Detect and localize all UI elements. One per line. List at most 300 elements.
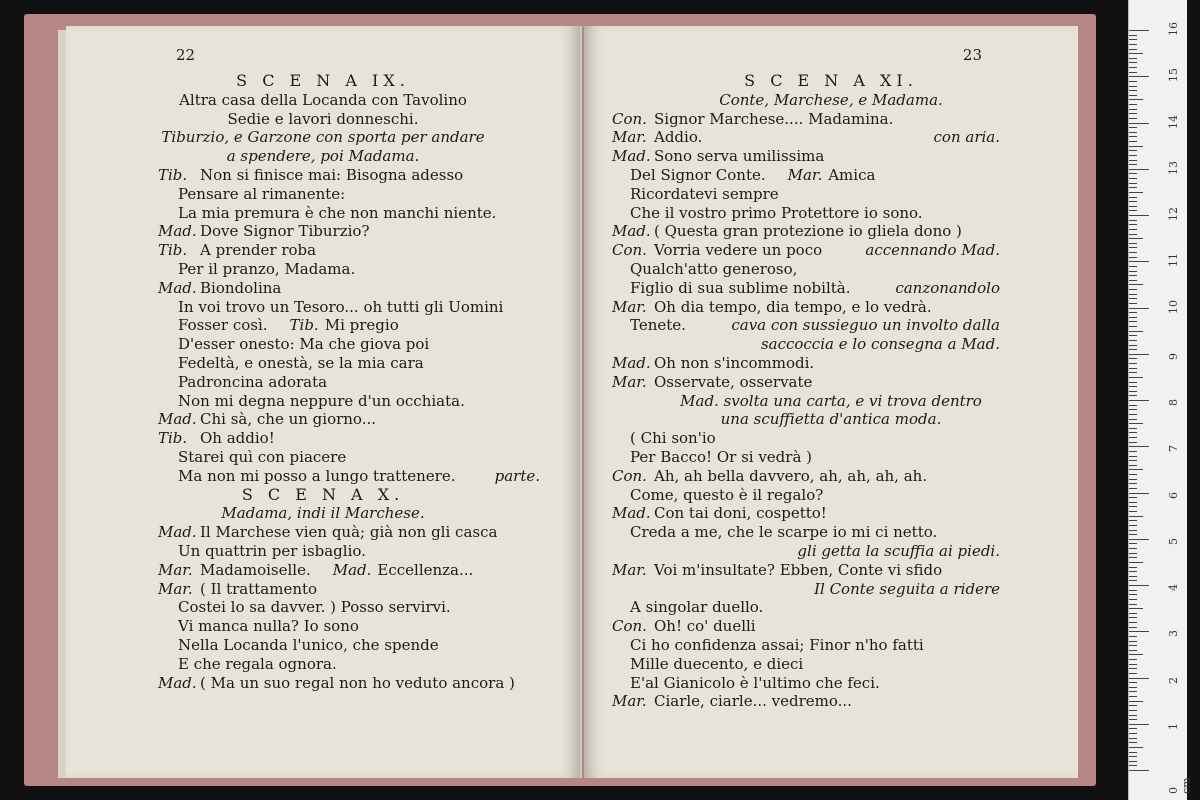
ruler-tick (1129, 308, 1149, 309)
ruler-tick (1129, 705, 1137, 706)
text-line (584, 260, 1078, 279)
ruler-tick (1129, 354, 1149, 355)
ruler-tick (1129, 123, 1149, 124)
text-line (584, 222, 1078, 241)
speaker-label: Mar. (787, 165, 823, 184)
ruler-tick (1129, 696, 1137, 697)
speaker-label: Mad. (158, 523, 197, 542)
text-line (66, 467, 580, 486)
text-line (584, 636, 1078, 655)
ruler-tick (1129, 160, 1137, 161)
text-line (66, 674, 580, 693)
text-line (584, 204, 1078, 223)
text-line (584, 72, 1078, 91)
text-line (66, 72, 580, 91)
text-line (584, 316, 1078, 335)
text-line (66, 655, 580, 674)
verse-text: Come, questo è il regalo? (630, 485, 824, 504)
ruler-tick (1129, 312, 1137, 313)
ruler-tick (1129, 215, 1149, 216)
ruler-tick (1129, 136, 1137, 137)
speaker-label: Mad. (158, 278, 197, 297)
speaker-label: Mar. (158, 579, 193, 598)
verse-text: Starei quì con piacere (178, 447, 347, 466)
verse-text: Mille duecento, e dieci (630, 654, 804, 673)
speaker-label: Mar. (612, 128, 647, 147)
ruler-tick (1129, 321, 1137, 322)
verse-text: Padroncina adorata (178, 372, 328, 391)
ruler-tick (1129, 220, 1137, 221)
ruler-tick (1129, 118, 1137, 119)
ruler-tick (1129, 86, 1137, 87)
ruler-tick (1129, 206, 1137, 207)
verse-text: Pensare al rimanente: (178, 184, 346, 203)
ruler-tick (1129, 502, 1137, 503)
speaker-label: Mad. (612, 222, 651, 241)
speaker-label: Con. (612, 109, 647, 128)
verse-text: Oh addio! (200, 429, 275, 448)
text-line (584, 617, 1078, 636)
speaker-label: Tib. (158, 165, 188, 184)
text-line (584, 185, 1078, 204)
ruler-tick (1129, 617, 1137, 618)
verse-text: D'esser onesto: Ma che giova poi (178, 335, 430, 354)
ruler-tick (1129, 511, 1137, 512)
ruler-tick (1129, 460, 1137, 461)
ruler-tick (1129, 483, 1137, 484)
text-line (584, 598, 1078, 617)
ruler-label: 0 cm (1167, 777, 1193, 794)
ruler-tick (1129, 257, 1137, 258)
verse-text: S C E N A XI. (744, 71, 918, 90)
ruler-tick (1129, 53, 1143, 54)
ruler-tick (1129, 317, 1137, 318)
ruler-tick (1129, 169, 1149, 170)
stage-direction: Il Conte seguita a ridere (814, 579, 1000, 598)
ruler-tick (1129, 266, 1137, 267)
ruler-tick (1129, 183, 1137, 184)
text-line (584, 110, 1078, 129)
verse-text: Amica (828, 165, 876, 184)
text-line (584, 410, 1078, 429)
ruler-tick (1129, 247, 1137, 248)
verse-text: Sedie e lavori donneschi. (227, 109, 419, 128)
text-line (66, 222, 580, 241)
ruler-tick (1129, 326, 1137, 327)
ruler-tick (1129, 409, 1137, 410)
verse-text: Altra casa della Locanda con Tavolino (179, 90, 467, 109)
verse-text: Creda a me, che le scarpe io mi ci netto. (630, 523, 938, 542)
verse-text: Ciarle, ciarle... vedremo... (654, 692, 852, 711)
text-line (66, 147, 580, 166)
ruler-tick (1129, 756, 1137, 757)
ruler-tick (1129, 488, 1137, 489)
ruler-number: 11 (1167, 253, 1180, 268)
verse-text: Per Bacco! Or si vedrà ) (630, 447, 813, 466)
ruler-tick (1129, 187, 1137, 188)
ruler-tick (1129, 372, 1137, 373)
ruler-tick (1129, 576, 1137, 577)
speaker-label: Mar. (612, 297, 647, 316)
speaker-label: Mar. (612, 372, 647, 391)
text-line (66, 429, 580, 448)
text-line (584, 335, 1078, 354)
ruler-tick (1129, 358, 1137, 359)
stage-direction: canzonandolo (895, 278, 1000, 297)
text-line (584, 504, 1078, 523)
ruler-tick (1129, 368, 1137, 369)
text-line (66, 241, 580, 260)
left-page-text (66, 72, 580, 692)
verse-text: Addio. (654, 128, 703, 147)
text-line (66, 410, 580, 429)
ruler-tick (1129, 691, 1137, 692)
text-line (584, 561, 1078, 580)
ruler-tick (1129, 141, 1137, 142)
text-line (66, 316, 580, 335)
ruler-number: 12 (1167, 207, 1180, 221)
ruler-number: 5 (1167, 537, 1180, 545)
ruler-tick (1129, 701, 1143, 702)
speaker-label: Mad. (612, 504, 651, 523)
verse-text: Madama, indi il Marchese. (221, 504, 425, 523)
ruler-tick (1129, 668, 1137, 669)
ruler-tick (1129, 349, 1137, 350)
ruler-tick (1129, 724, 1149, 725)
ruler-tick (1129, 543, 1137, 544)
verse-text: A singolar duello. (630, 598, 764, 617)
ruler-tick (1129, 432, 1137, 433)
ruler-tick (1129, 173, 1137, 174)
left-page (66, 26, 582, 778)
ruler-tick (1129, 35, 1137, 36)
verse-text: Del Signor Conte. (630, 165, 766, 184)
ruler-tick (1129, 340, 1137, 341)
ruler-tick (1129, 377, 1143, 378)
ruler-tick (1129, 534, 1137, 535)
ruler-tick (1129, 738, 1137, 739)
ruler-tick (1129, 585, 1149, 586)
ruler-tick (1129, 155, 1137, 156)
verse-text: Tenete. (630, 316, 686, 335)
ruler-tick (1129, 493, 1149, 494)
verse-text: Osservate, osservate (654, 372, 813, 391)
speaker-label: Mar. (612, 692, 647, 711)
verse-text: Oh dia tempo, dia tempo, e lo vedrà. (654, 297, 932, 316)
ruler-tick (1129, 72, 1137, 73)
text-line (66, 260, 580, 279)
text-line (584, 523, 1078, 542)
verse-text: Voi m'insultate? Ebben, Conte vi sfido (654, 560, 943, 579)
text-line (66, 617, 580, 636)
verse-text: Fedeltà, e onestà, se la mia cara (178, 353, 424, 372)
ruler-tick (1129, 682, 1137, 683)
ruler-tick (1129, 30, 1149, 31)
ruler-tick (1129, 331, 1143, 332)
text-line (66, 486, 580, 505)
ruler-number: 10 (1167, 299, 1180, 314)
stage-direction: parte. (494, 466, 540, 485)
ruler-tick (1129, 733, 1137, 734)
ruler-tick (1129, 530, 1137, 531)
ruler-tick (1129, 405, 1137, 406)
verse-text: Biondolina (200, 278, 282, 297)
stage-direction: con aria. (933, 128, 1000, 147)
ruler-number: 3 (1167, 630, 1180, 638)
text-line (584, 448, 1078, 467)
ruler-tick (1129, 599, 1137, 600)
ruler-tick (1129, 197, 1137, 198)
verse-text: Chi sà, che un giorno... (200, 410, 377, 429)
verse-text: Dove Signor Tiburzio? (200, 222, 370, 241)
verse-text: Ah, ah bella davvero, ah, ah, ah, ah. (654, 466, 928, 485)
ruler-tick (1129, 765, 1137, 766)
ruler-number: 1 (1167, 722, 1180, 730)
ruler-tick (1129, 224, 1137, 225)
ruler-tick (1129, 525, 1137, 526)
text-line (66, 128, 580, 147)
ruler-tick (1129, 363, 1137, 364)
text-line (584, 674, 1078, 693)
ruler-tick (1129, 345, 1137, 346)
right-page-text (584, 72, 1078, 711)
text-line (584, 91, 1078, 110)
ruler-number: 7 (1167, 445, 1180, 453)
ruler-number: 4 (1167, 584, 1180, 591)
ruler-tick (1129, 659, 1137, 660)
verse-text: Ci ho confidenza assai; Finor n'ho fatti (630, 635, 924, 654)
verse-text: una scuffietta d'antica moda. (720, 410, 942, 429)
verse-text: Non si finisce mai: Bisogna adesso (200, 165, 464, 184)
ruler-tick (1129, 400, 1149, 401)
ruler-tick (1129, 428, 1137, 429)
ruler-tick (1129, 562, 1143, 563)
text-line (66, 335, 580, 354)
verse-text: S C E N A IX. (236, 71, 410, 90)
ruler-tick (1129, 645, 1137, 646)
verse-text: Madamoiselle. (200, 560, 311, 579)
text-line (584, 486, 1078, 505)
verse-text: Ricordatevi sempre (630, 184, 779, 203)
ruler-tick (1129, 192, 1143, 193)
ruler-tick (1129, 164, 1137, 165)
verse-text: Oh! co' duelli (654, 617, 756, 636)
ruler-tick (1129, 67, 1137, 68)
ruler-tick (1129, 710, 1137, 711)
verse-text: Costei lo sa davver. ) Posso servirvi. (178, 598, 451, 617)
text-line (66, 166, 580, 185)
speaker-label: Tib. (289, 316, 319, 335)
speaker-label: Con. (612, 466, 647, 485)
ruler-tick (1129, 90, 1137, 91)
ruler-tick (1129, 442, 1137, 443)
verse-text: Mad. svolta una carta, e vi trova dentro (680, 391, 982, 410)
ruler-tick (1129, 210, 1137, 211)
speaker-label: Mar. (612, 560, 647, 579)
text-line (66, 204, 580, 223)
ruler-tick (1129, 335, 1137, 336)
ruler-tick (1129, 631, 1149, 632)
text-line (584, 147, 1078, 166)
text-line (66, 636, 580, 655)
ruler-tick (1129, 127, 1137, 128)
ruler-tick (1129, 419, 1137, 420)
speaker-label: Con. (612, 617, 647, 636)
ruler-tick (1129, 548, 1137, 549)
text-line (66, 542, 580, 561)
text-line (584, 392, 1078, 411)
ruler-number: 8 (1167, 399, 1180, 406)
text-line (584, 580, 1078, 599)
text-line (66, 91, 580, 110)
text-line (66, 448, 580, 467)
ruler-number: 2 (1167, 676, 1180, 684)
ruler-tick (1129, 664, 1137, 665)
ruler-tick (1129, 303, 1137, 304)
ruler-tick (1129, 673, 1137, 674)
ruler-tick (1129, 553, 1137, 554)
ruler-tick (1129, 109, 1137, 110)
ruler-tick (1129, 261, 1149, 262)
ruler-tick (1129, 243, 1137, 244)
verse-text: Che il vostro primo Protettore io sono. (630, 203, 923, 222)
text-line (584, 279, 1078, 298)
verse-text: Figlio di sua sublime nobiltà. (630, 278, 851, 297)
verse-text: Il Marchese vien quà; già non gli casca (200, 523, 498, 542)
measuring-ruler (1128, 0, 1193, 800)
ruler-tick (1129, 238, 1143, 239)
ruler-number: 16 (1167, 22, 1180, 36)
text-line (584, 354, 1078, 373)
ruler-tick (1129, 752, 1137, 753)
verse-text: Non mi degna neppure d'un occhiata. (178, 391, 465, 410)
text-line (66, 561, 580, 580)
verse-text: Con tai doni, cospetto! (654, 504, 827, 523)
ruler-tick (1129, 294, 1137, 295)
verse-text: Eccellenza... (377, 560, 474, 579)
ruler-tick (1129, 229, 1137, 230)
ruler-tick (1129, 456, 1137, 457)
text-line (66, 523, 580, 542)
ruler-tick (1129, 275, 1137, 276)
ruler-tick (1129, 62, 1137, 63)
ruler-tick (1129, 604, 1137, 605)
text-line (584, 429, 1078, 448)
speaker-label: Mad. (158, 410, 197, 429)
verse-text: Qualch'atto generoso, (630, 259, 798, 278)
text-line (66, 298, 580, 317)
verse-text: Sono serva umilissima (654, 147, 825, 166)
text-line (66, 110, 580, 129)
ruler-tick (1129, 437, 1137, 438)
ruler-tick (1129, 770, 1149, 771)
ruler-tick (1129, 104, 1137, 105)
ruler-tick (1129, 446, 1149, 447)
speaker-label: Mad. (158, 673, 197, 692)
text-line (66, 373, 580, 392)
ruler-tick (1129, 567, 1137, 568)
ruler-tick (1129, 622, 1137, 623)
text-line (584, 298, 1078, 317)
ruler-tick (1129, 113, 1137, 114)
verse-text: E'al Gianicolo è l'ultimo che feci. (630, 673, 880, 692)
verse-text: Un quattrin per isbaglio. (178, 541, 366, 560)
ruler-tick (1129, 289, 1137, 290)
verse-text: Conte, Marchese, e Madama. (719, 90, 943, 109)
ruler-tick (1129, 39, 1137, 40)
verse-text: Fosser così. (178, 316, 268, 335)
ruler-tick (1129, 178, 1137, 179)
text-line (584, 467, 1078, 486)
ruler-number: 6 (1167, 491, 1180, 499)
ruler-tick (1129, 742, 1137, 743)
text-line (584, 692, 1078, 711)
text-line (584, 542, 1078, 561)
speaker-label: Tib. (158, 429, 188, 448)
speaker-label: Mad. (158, 222, 197, 241)
ruler-tick (1129, 414, 1137, 415)
ruler-number: 14 (1167, 114, 1180, 129)
verse-text: Nella Locanda l'unico, che spende (178, 635, 439, 654)
ruler-tick (1129, 539, 1149, 540)
ruler-tick (1129, 520, 1137, 521)
ruler-tick (1129, 49, 1137, 50)
verse-text: a spendere, poi Madama. (226, 147, 420, 166)
ruler-tick (1129, 284, 1143, 285)
ruler-tick (1129, 474, 1137, 475)
ruler-tick (1129, 580, 1137, 581)
verse-text: Oh non s'incommodi. (654, 353, 815, 372)
ruler-tick (1129, 423, 1143, 424)
ruler-tick (1129, 469, 1143, 470)
ruler-tick (1129, 678, 1149, 679)
ruler-tick (1129, 252, 1137, 253)
ruler-tick (1129, 636, 1137, 637)
verse-text: Mi pregio (324, 316, 399, 335)
ruler-number: 15 (1167, 68, 1180, 83)
speaker-label: Mar. (158, 560, 193, 579)
right-page (584, 26, 1078, 778)
ruler-number: 9 (1167, 352, 1180, 360)
stage-direction: gli getta la scuffia ai piedi. (797, 541, 1000, 560)
verse-text: In voi trovo un Tesoro... oh tutti gli Uomini (178, 297, 504, 316)
verse-text: Tiburzio, e Garzone con sporta per andare (161, 128, 485, 147)
ruler-tick (1129, 590, 1137, 591)
ruler-tick (1129, 99, 1143, 100)
ruler-tick (1129, 95, 1137, 96)
ruler-tick (1129, 298, 1137, 299)
ruler-tick (1129, 571, 1137, 572)
ruler-tick (1129, 395, 1137, 396)
text-line (66, 392, 580, 411)
text-line (584, 166, 1078, 185)
text-line (66, 279, 580, 298)
text-line (584, 128, 1078, 147)
ruler-tick (1129, 719, 1137, 720)
ruler-tick (1129, 761, 1137, 762)
ruler-tick (1129, 146, 1143, 147)
ruler-tick (1129, 608, 1143, 609)
right-page-number: 23 (962, 46, 982, 64)
verse-text: Signor Marchese.... Madamina. (654, 109, 894, 128)
speaker-label: Con. (612, 241, 647, 260)
ruler-tick (1129, 557, 1137, 558)
ruler-tick (1129, 654, 1143, 655)
verse-text: ( Chi son'io (630, 429, 716, 448)
stage-direction: accennando Mad. (865, 241, 1000, 260)
ruler-tick (1129, 506, 1137, 507)
ruler-tick (1129, 594, 1137, 595)
